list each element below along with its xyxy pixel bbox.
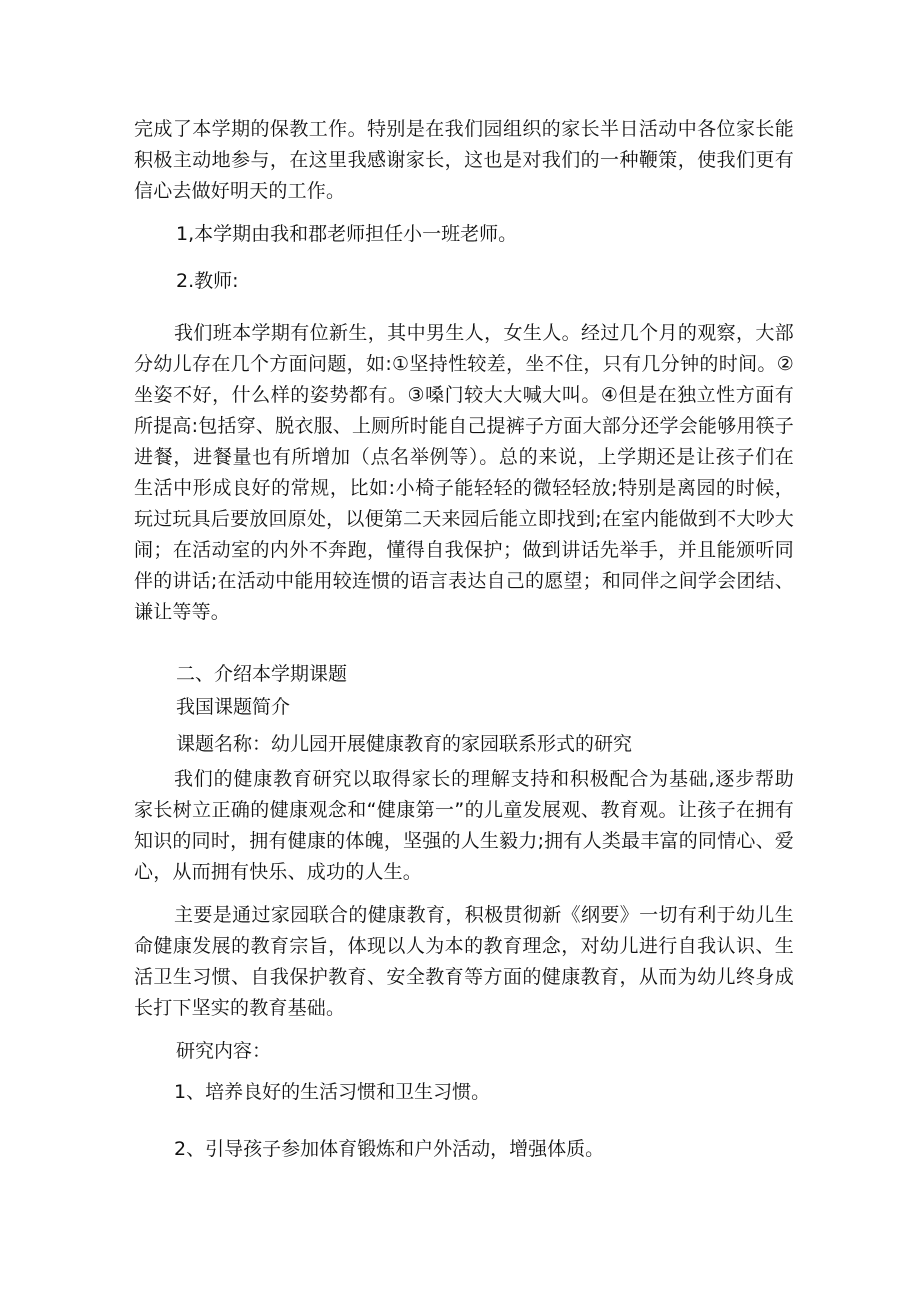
intro-paragraph: 完成了本学期的保教工作。特别是在我们园组织的家长半日活动中各位家长能积极主动地参与，在这里我感谢家长，这也是对我们的一种鞭策，使我们更有信心去做好明天的工作。 xyxy=(134,118,794,202)
research-content-heading: 研究内容： xyxy=(176,1040,272,1062)
section-two-heading: 二、介绍本学期课题 xyxy=(176,663,348,685)
research-item-1: 1、培养良好的生活习惯和卫生习惯。 xyxy=(174,1081,491,1103)
class-situation-paragraph: 我们班本学期有位新生，其中男生人，女生人。经过几个月的观察，大部分幼儿存在几个方面问题，如:①坚持性较差，坐不住，只有几分钟的时间。②坐姿不好，什么样的姿势都有。③嗓门较大大喊大叫。④但是在独立性方面有所提高:包括穿、脱衣服、上厕所时能自己提裤子方面大部分还学会能够用筷子进餐，进餐量也有所增加（点名举例等）。总的来说，上学期还是让孩子们在生活中形成良好的常规，比如:小椅子能轻轻的微轻轻放;特别是离园的时候，玩过玩具后要放回原处，以便第二天来园后能立即找到;在室内能做到不大吵大闹；在活动室的内外不奔跑，懂得自我保护；做到讲话先举手，并且能颁听同伴的讲话;在活动中能用较连惯的语言表达自己的愿望；和同伴之间学会团结、谦让等等。 xyxy=(134,322,794,623)
main-approach-paragraph: 主要是通过家园联合的健康教育，积极贯彻新《纲要》一切有利于幼儿生命健康发展的教育宗旨，体现以人为本的教育理念，对幼儿进行自我认识、生活卫生习惯、自我保护教育、安全教育等方面的健康教育，从而为幼儿终身成长打下坚实的教育基础。 xyxy=(134,904,794,1019)
topic-name-line: 课题名称：幼儿园开展健康教育的家园联系形式的研究 xyxy=(176,733,633,755)
topic-intro-heading: 我国课题简介 xyxy=(176,696,291,718)
research-item-2: 2、引导孩子参加体育锻炼和户外活动，增强体质。 xyxy=(174,1138,605,1160)
teacher-heading: 2.教师: xyxy=(176,270,239,292)
teacher-assignment-line: 1,本学期由我和郡老师担任小一班老师。 xyxy=(176,223,518,245)
research-basis-paragraph: 我们的健康教育研究以取得家长的理解支持和积极配合为基础,逐步帮助家长树立正确的健康观念和“健康第一”的儿童发展观、教育观。让孩子在拥有知识的同时，拥有健康的体魄，坚强的人生毅力;拥有人类最丰富的同情心、爱心，从而拥有快乐、成功的人生。 xyxy=(134,768,794,883)
